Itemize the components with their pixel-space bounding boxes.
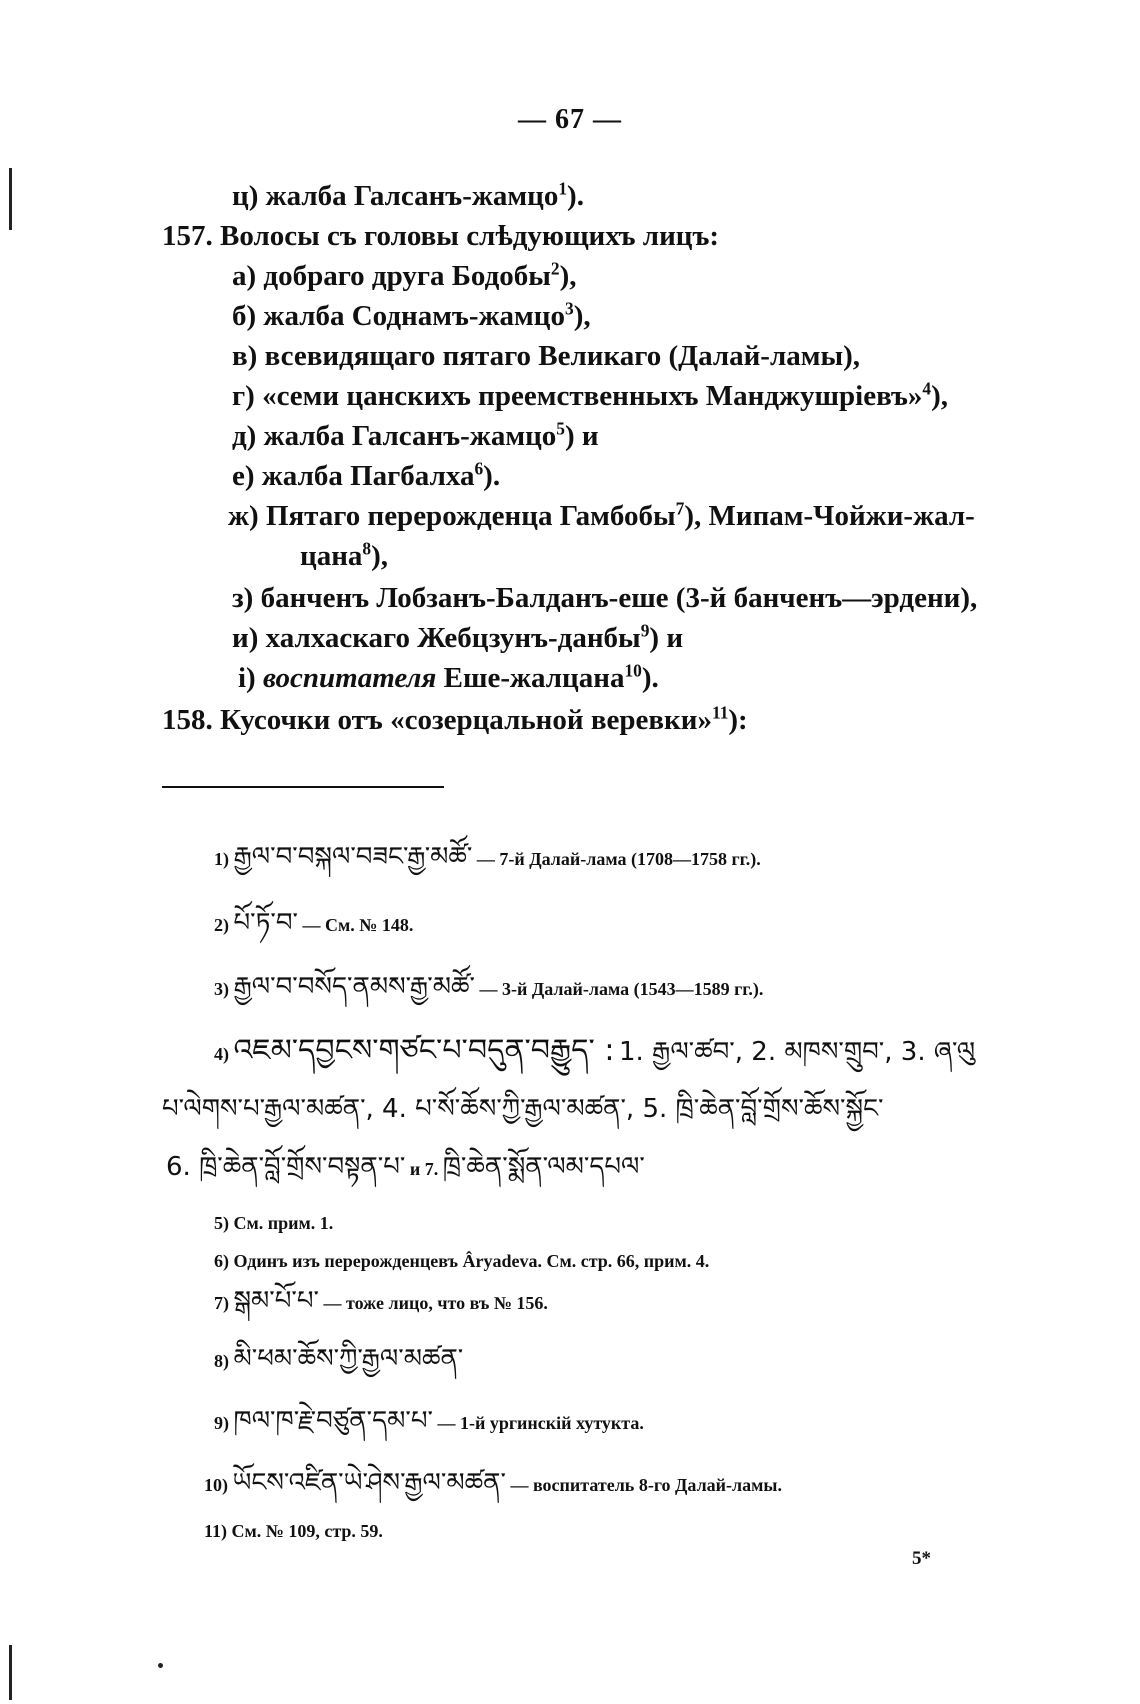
- footnote-number: 8): [214, 1351, 229, 1371]
- entry-text: жалба Галсанъ-жамцо: [263, 420, 557, 452]
- footnote-ref: 11: [711, 702, 729, 723]
- entry-label: г): [232, 380, 255, 412]
- footnote: [214, 1286, 548, 1318]
- footnote-number: 2): [214, 915, 229, 935]
- footnote-ref: 10: [624, 660, 642, 681]
- section-number: 158.: [162, 704, 213, 736]
- footnote-number: 4): [214, 1044, 229, 1064]
- footnote-number: 7): [214, 1293, 229, 1313]
- scan-mark: [9, 168, 12, 230]
- entry-label: б): [232, 300, 257, 332]
- footnote: [204, 1468, 782, 1500]
- tibetan-text: རྒྱལ་བ་བསྐལ་བཟང་རྒྱ་མཚོ་: [233, 842, 473, 872]
- footnote-ref: 9: [640, 620, 650, 641]
- tibetan-text: འཇམ་དབྱངས་གཙང་པ་བདུན་བརྒྱུད་ :: [233, 1033, 615, 1068]
- footnote-ref: 4: [922, 378, 932, 399]
- entry-line: [232, 458, 500, 494]
- footnote-text: Одинъ изъ перерожденцевъ Âryadeva. См. стр. 66, прим. 4.: [233, 1251, 710, 1271]
- entry-line: [228, 498, 975, 534]
- footnote-ref: 5: [556, 418, 565, 439]
- entry-label: з): [232, 582, 254, 614]
- footnote-number: 5): [214, 1213, 229, 1233]
- entry-tail: ),: [573, 300, 591, 332]
- footnote-text: — См. № 148.: [302, 915, 414, 935]
- footnote-number: 1): [214, 849, 229, 869]
- entry-text: «семи цанскихъ преемственныхъ Манджушріевъ»: [262, 380, 923, 412]
- footnote-number: 10): [204, 1475, 228, 1495]
- footnote-number: 6): [214, 1251, 229, 1271]
- footnote-ref: 2: [550, 258, 560, 279]
- footnote: [214, 1406, 644, 1438]
- entry-text: жалба Соднамъ-жамцо: [263, 300, 566, 332]
- entry-continuation: [300, 538, 388, 574]
- footnote-number: 3): [214, 979, 229, 999]
- footnote: [214, 1208, 333, 1238]
- entry-tail: ) и: [649, 622, 684, 654]
- footnote-number: 11): [204, 1521, 228, 1541]
- entry-label: в): [232, 340, 258, 372]
- entry-tail: ).: [567, 180, 584, 212]
- entry-label: ж): [228, 500, 259, 532]
- footnote-text: См. № 109, стр. 59.: [231, 1521, 383, 1541]
- scan-mark: [9, 1645, 12, 1700]
- entry-label: д): [232, 420, 257, 452]
- footnote-ref: 8: [362, 538, 372, 559]
- entry-text: Пятаго перерожденца Гамбобы: [265, 500, 676, 532]
- footnote: [214, 1344, 463, 1376]
- footnote-text: — 3-й Далай-лама (1543—1589 гг.).: [479, 979, 764, 999]
- entry-text: халхаскаго Жебцзунъ-данбы: [265, 622, 641, 654]
- entry-tail: ),: [371, 540, 389, 572]
- entry-label: а): [232, 260, 257, 292]
- entry-text: добраго друга Бодобы: [263, 260, 551, 292]
- footnote-text: — воспитатель 8-го Далай-ламы.: [510, 1475, 782, 1495]
- entry-label: и): [232, 622, 259, 654]
- entry-label: і): [238, 662, 256, 694]
- entry-line: [232, 258, 577, 294]
- tibetan-text: 6. ཁྲི་ཆེན་བློ་གྲོས་བསྟན་པ་: [166, 1152, 406, 1182]
- footnote-continuation: [162, 1094, 884, 1126]
- entry-tail: ) и: [565, 420, 599, 452]
- tibetan-text: ཁལ་ཁ་རྗེ་བཙུན་དམ་པ་: [233, 1406, 433, 1436]
- footnote: [214, 842, 761, 874]
- entry-line: [232, 378, 948, 414]
- entry-tail: ):: [728, 704, 748, 736]
- section-number: 157.: [162, 220, 213, 252]
- footnote-text: — 7-й Далай-лама (1708—1758 гг.).: [476, 849, 761, 869]
- entry-tail: ),: [559, 260, 577, 292]
- entry-line: [238, 660, 659, 696]
- tibetan-text: པོ་ཏོ་བ་: [233, 908, 298, 938]
- tibetan-text: རྒྱལ་བ་བསོད་ནམས་རྒྱ་མཚོ་: [233, 972, 475, 1002]
- entry-line: [232, 620, 683, 656]
- entry-tail: ),: [931, 380, 949, 412]
- footnote-ref: 7: [675, 498, 685, 519]
- footnote-text: и 7.: [409, 1159, 439, 1179]
- tibetan-text: 1. རྒྱལ་ཚབ་, 2. མཁས་གྲུབ་, 3. ཞ་ལུ: [618, 1037, 976, 1067]
- tibetan-text: སྒམ་པོ་པ་: [233, 1286, 320, 1316]
- entry-text: всевидящаго пятаго Великаго (Далай-ламы),: [264, 340, 861, 372]
- footnote-ref: 6: [474, 458, 484, 479]
- footnote-text: — 1-й ургинскій хутукта.: [437, 1413, 644, 1433]
- entry-text: цана: [300, 540, 363, 572]
- footnote: [214, 972, 763, 1004]
- entry-line: [232, 338, 860, 374]
- entry-label: ц): [232, 180, 259, 212]
- entry-tail: ), Мипам-Чойжи-жал-: [684, 500, 975, 532]
- entry-line: [232, 580, 977, 616]
- scan-dot: [158, 1663, 163, 1668]
- footnote: [214, 1246, 709, 1276]
- entry-tail: ).: [641, 662, 659, 694]
- tibetan-text: པ་ལེགས་པ་རྒྱལ་མཚན་, 4. པ་སོ་ཆོས་ཀྱི་རྒྱལ་མཚན་, 5. ཁྲི་ཆེན་བློ་གྲོས་ཆོས་སྐྱོང་: [162, 1094, 884, 1124]
- page-number: — 67 —: [518, 104, 622, 135]
- section-heading: [162, 702, 748, 738]
- footnote: [214, 1033, 976, 1069]
- section-text: Волосы съ головы слѣдующихъ лицъ:: [220, 220, 720, 252]
- footnote: [204, 1516, 383, 1546]
- footnote-continuation: [166, 1152, 645, 1184]
- entry-line: [232, 418, 599, 454]
- tibetan-text: ཁྲི་ཆེན་སྨོན་ལམ་དཔལ་: [442, 1152, 645, 1182]
- section-text: Кусочки отъ «созерцальной веревки»: [220, 704, 712, 736]
- footnote-text: См. прим. 1.: [233, 1213, 334, 1233]
- entry-tail: ).: [483, 460, 501, 492]
- entry-text-italic: воспитателя: [262, 662, 437, 694]
- entry-line: [232, 178, 584, 214]
- entry-text: банченъ Лобзанъ-Балданъ-еше (3-й банченъ—эрдени),: [260, 582, 978, 614]
- footnote-ref: 3: [565, 298, 574, 319]
- footnote-number: 9): [214, 1413, 229, 1433]
- section-heading: [162, 218, 719, 254]
- footnote-text: — тоже лицо, что въ № 156.: [323, 1293, 548, 1313]
- tibetan-text: ཡོངས་འཛིན་ཡེ་ཤེས་རྒྱལ་མཚན་: [232, 1468, 506, 1498]
- entry-label: е): [232, 460, 255, 492]
- footnote: [214, 908, 413, 940]
- entry-text: Еше-жалцана: [436, 662, 625, 694]
- entry-text: жалба Пагбалха: [261, 460, 475, 492]
- entry-text: жалба Галсанъ-жамцо: [265, 180, 559, 212]
- entry-line: [232, 298, 591, 334]
- footnote-ref: 1: [558, 178, 568, 199]
- signature-mark: 5*: [912, 1548, 931, 1569]
- tibetan-text: མི་ཕམ་ཆོས་ཀྱི་རྒྱལ་མཚན་: [233, 1344, 464, 1374]
- footnote-separator: [162, 786, 444, 788]
